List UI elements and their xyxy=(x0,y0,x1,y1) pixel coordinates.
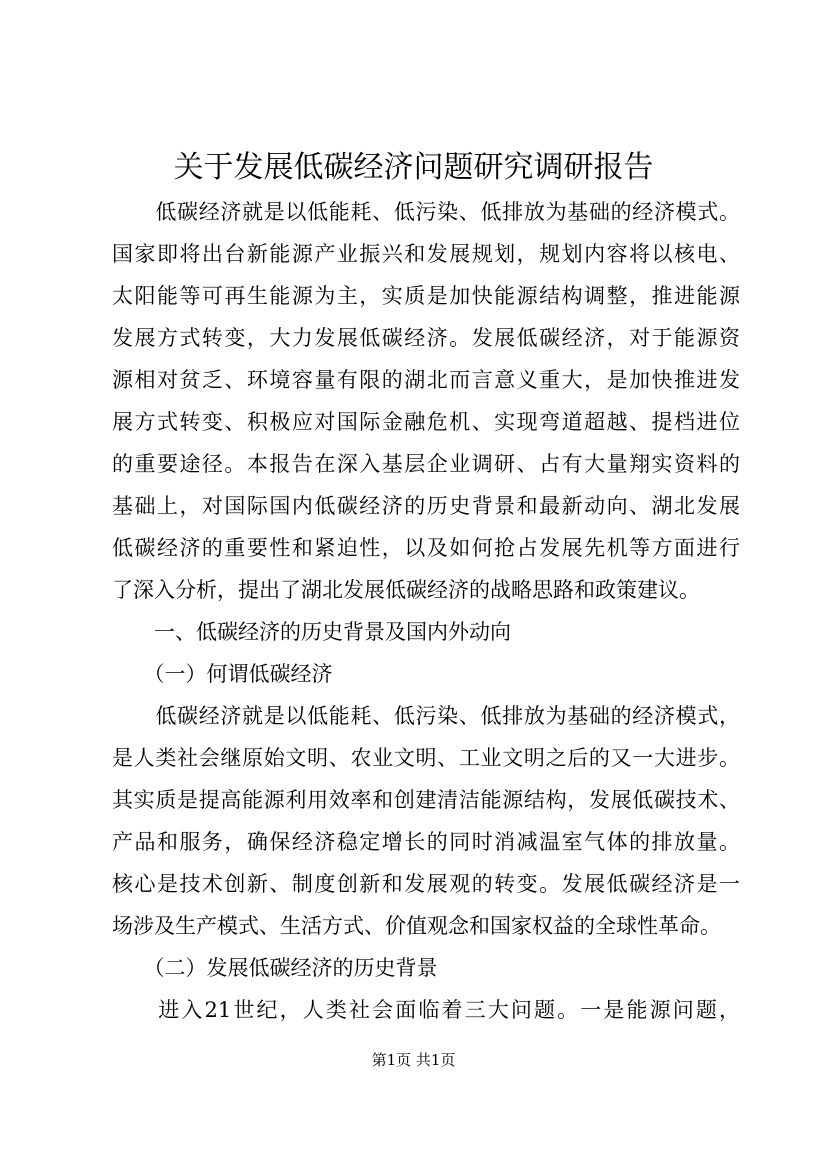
body-line: 低碳经济就是以低能耗、低污染、低排放为基础的经济模式， xyxy=(112,704,740,728)
body-line: 的重要途径。本报告在深入基层企业调研、占有大量翔实资料的 xyxy=(112,452,740,476)
body-line: 了深入分析，提出了湖北发展低碳经济的战略思路和政策建议。 xyxy=(112,578,700,602)
subsection-heading: （二）发展低碳经济的历史背景 xyxy=(112,956,438,980)
section-heading: 一、低碳经济的历史背景及国内外动向 xyxy=(112,620,511,644)
subsection-heading: （一）何谓低碳经济 xyxy=(112,662,333,686)
body-line: 场涉及生产模式、生活方式、价值观念和国家权益的全球性革命。 xyxy=(112,914,721,938)
document-title: 关于发展低碳经济问题研究调研报告 xyxy=(173,150,654,185)
page-footer: 第1页 共1页 xyxy=(371,1051,456,1069)
body-line: 太阳能等可再生能源为主，实质是加快能源结构调整，推进能源 xyxy=(112,284,740,308)
body-line: 核心是技术创新、制度创新和发展观的转变。发展低碳经济是一 xyxy=(112,872,740,896)
body-line: 发展方式转变，大力发展低碳经济。发展低碳经济，对于能源资 xyxy=(112,326,740,350)
body-line: 源相对贫乏、环境容量有限的湖北而言意义重大，是加快推进发 xyxy=(112,368,740,392)
body-line: 低碳经济的重要性和紧迫性，以及如何抢占发展先机等方面进行 xyxy=(112,536,740,560)
body-line: 进入21世纪，人类社会面临着三大问题。一是能源问题， xyxy=(112,998,740,1022)
body-line: 其实质是提高能源利用效率和创建清洁能源结构，发展低碳技术、 xyxy=(112,788,740,812)
body-line: 国家即将出台新能源产业振兴和发展规划，规划内容将以核电、 xyxy=(112,242,740,266)
body-line: 产品和服务，确保经济稳定增长的同时消减温室气体的排放量。 xyxy=(112,830,740,854)
body-line: 基础上，对国际国内低碳经济的历史背景和最新动向、湖北发展 xyxy=(112,494,740,518)
body-line: 展方式转变、积极应对国际金融危机、实现弯道超越、提档进位 xyxy=(112,410,740,434)
body-line: 低碳经济就是以低能耗、低污染、低排放为基础的经济模式。 xyxy=(112,200,740,224)
body-line: 是人类社会继原始文明、农业文明、工业文明之后的又一大进步。 xyxy=(112,746,740,770)
